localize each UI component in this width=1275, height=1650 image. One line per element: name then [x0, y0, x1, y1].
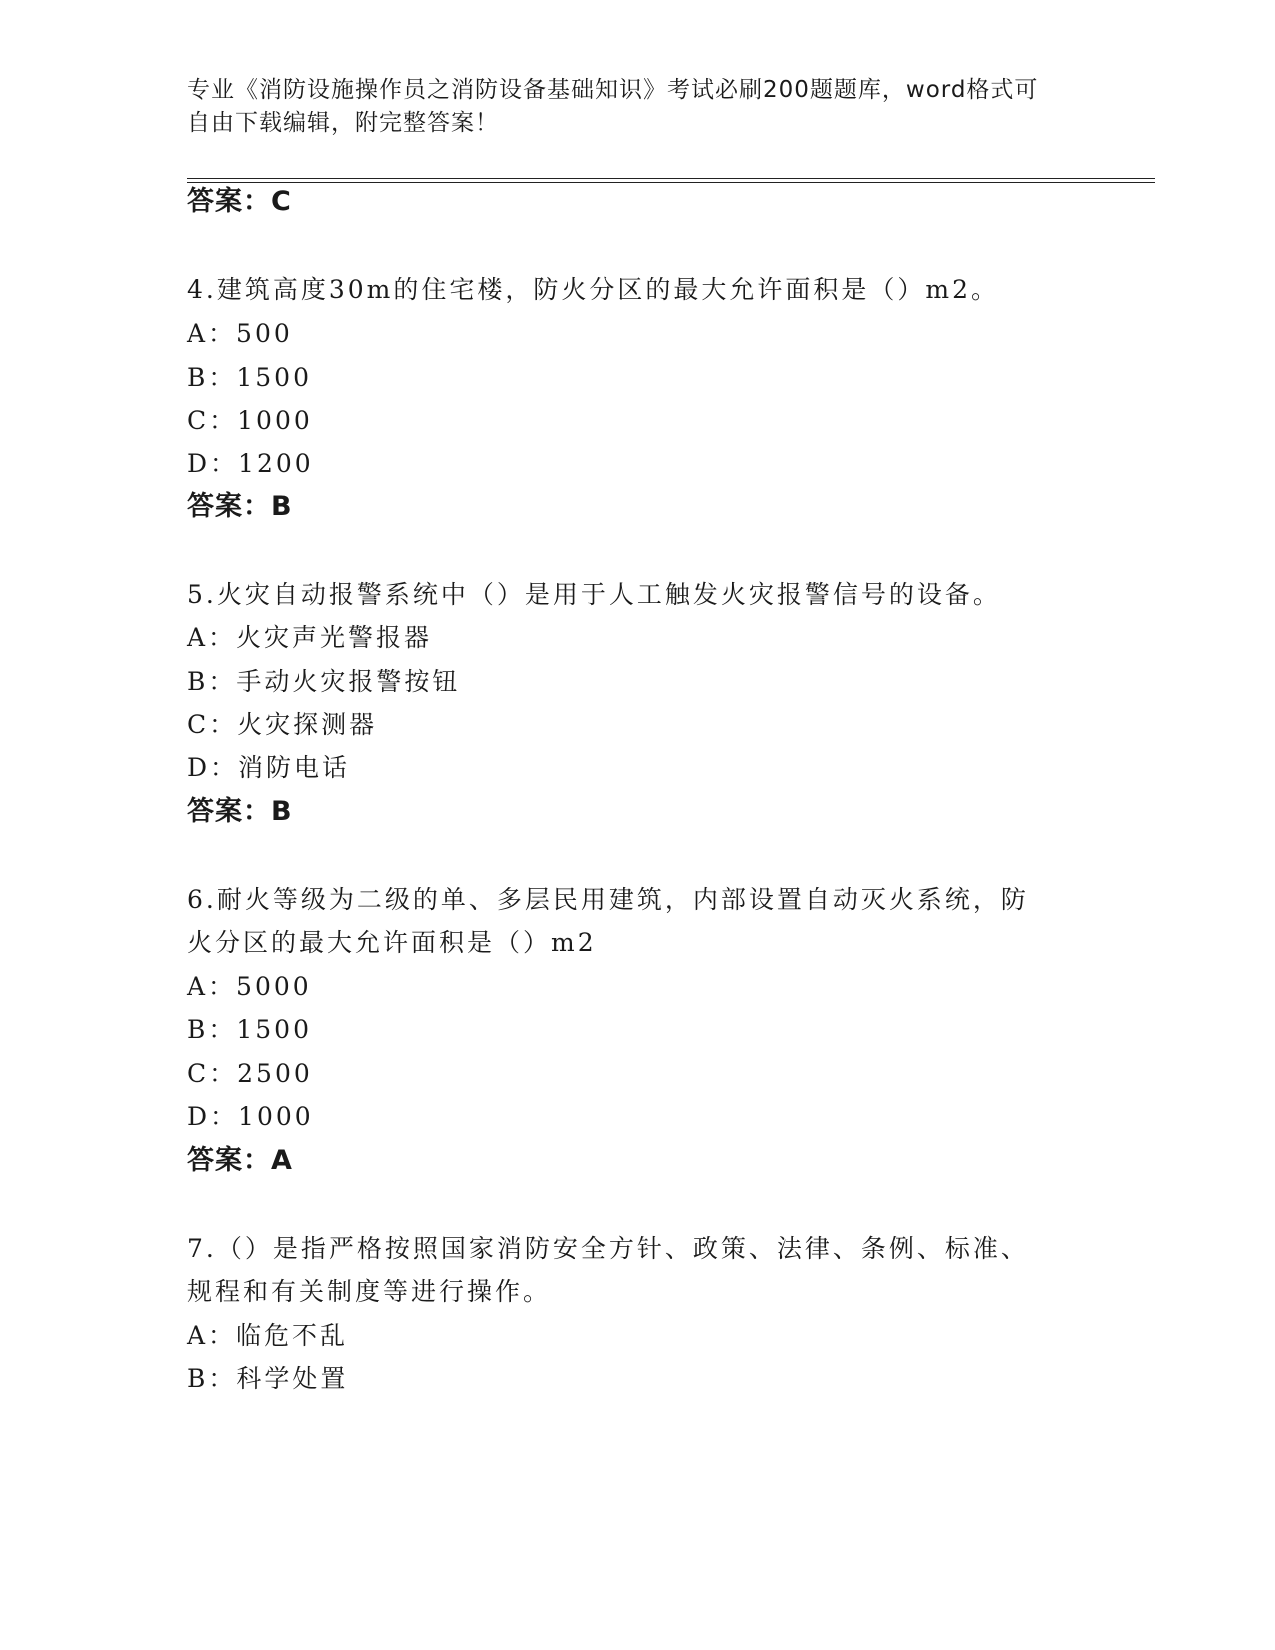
answer-q6: 答案：A [187, 1145, 293, 1176]
question-7-line-1: 7.（）是指严格按照国家消防安全方针、政策、法律、条例、标准、 [187, 1234, 1029, 1263]
header-divider-top [187, 178, 1155, 179]
question-7-line-2: 规程和有关制度等进行操作。 [187, 1277, 552, 1306]
question-4: 4.建筑高度30m的住宅楼，防火分区的最大允许面积是（）m2。 [187, 275, 999, 304]
question-6-line-2: 火分区的最大允许面积是（）m2 [187, 928, 597, 957]
answer-q3: 答案：C [187, 186, 292, 217]
page-header [187, 74, 1067, 140]
option-4-b: B：1500 [187, 363, 312, 392]
option-5-c: C：火灾探测器 [187, 710, 378, 739]
answer-q4: 答案：B [187, 491, 293, 522]
header-line-1: 专业《消防设施操作员之消防设备基础知识》考试必刷200题题库，word格式可 [187, 77, 1039, 103]
option-4-c: C：1000 [187, 406, 313, 435]
option-5-a: A：火灾声光警报器 [187, 623, 433, 652]
header-divider-bottom [187, 182, 1155, 183]
option-5-b: B：手动火灾报警按钮 [187, 667, 461, 696]
option-7-a: A：临危不乱 [187, 1321, 349, 1350]
header-line-2: 自由下载编辑，附完整答案！ [187, 110, 499, 136]
option-4-a: A：500 [187, 319, 293, 348]
option-5-d: D：消防电话 [187, 753, 351, 782]
option-7-b: B：科学处置 [187, 1364, 349, 1393]
option-6-b: B：1500 [187, 1015, 312, 1044]
option-6-c: C：2500 [187, 1059, 313, 1088]
option-4-d: D：1200 [187, 449, 314, 478]
option-6-d: D：1000 [187, 1102, 314, 1131]
option-6-a: A：5000 [187, 972, 312, 1001]
answer-q5: 答案：B [187, 796, 293, 827]
question-5: 5.火灾自动报警系统中（）是用于人工触发火灾报警信号的设备。 [187, 580, 1001, 609]
question-6-line-1: 6.耐火等级为二级的单、多层民用建筑，内部设置自动灭火系统，防 [187, 885, 1029, 914]
